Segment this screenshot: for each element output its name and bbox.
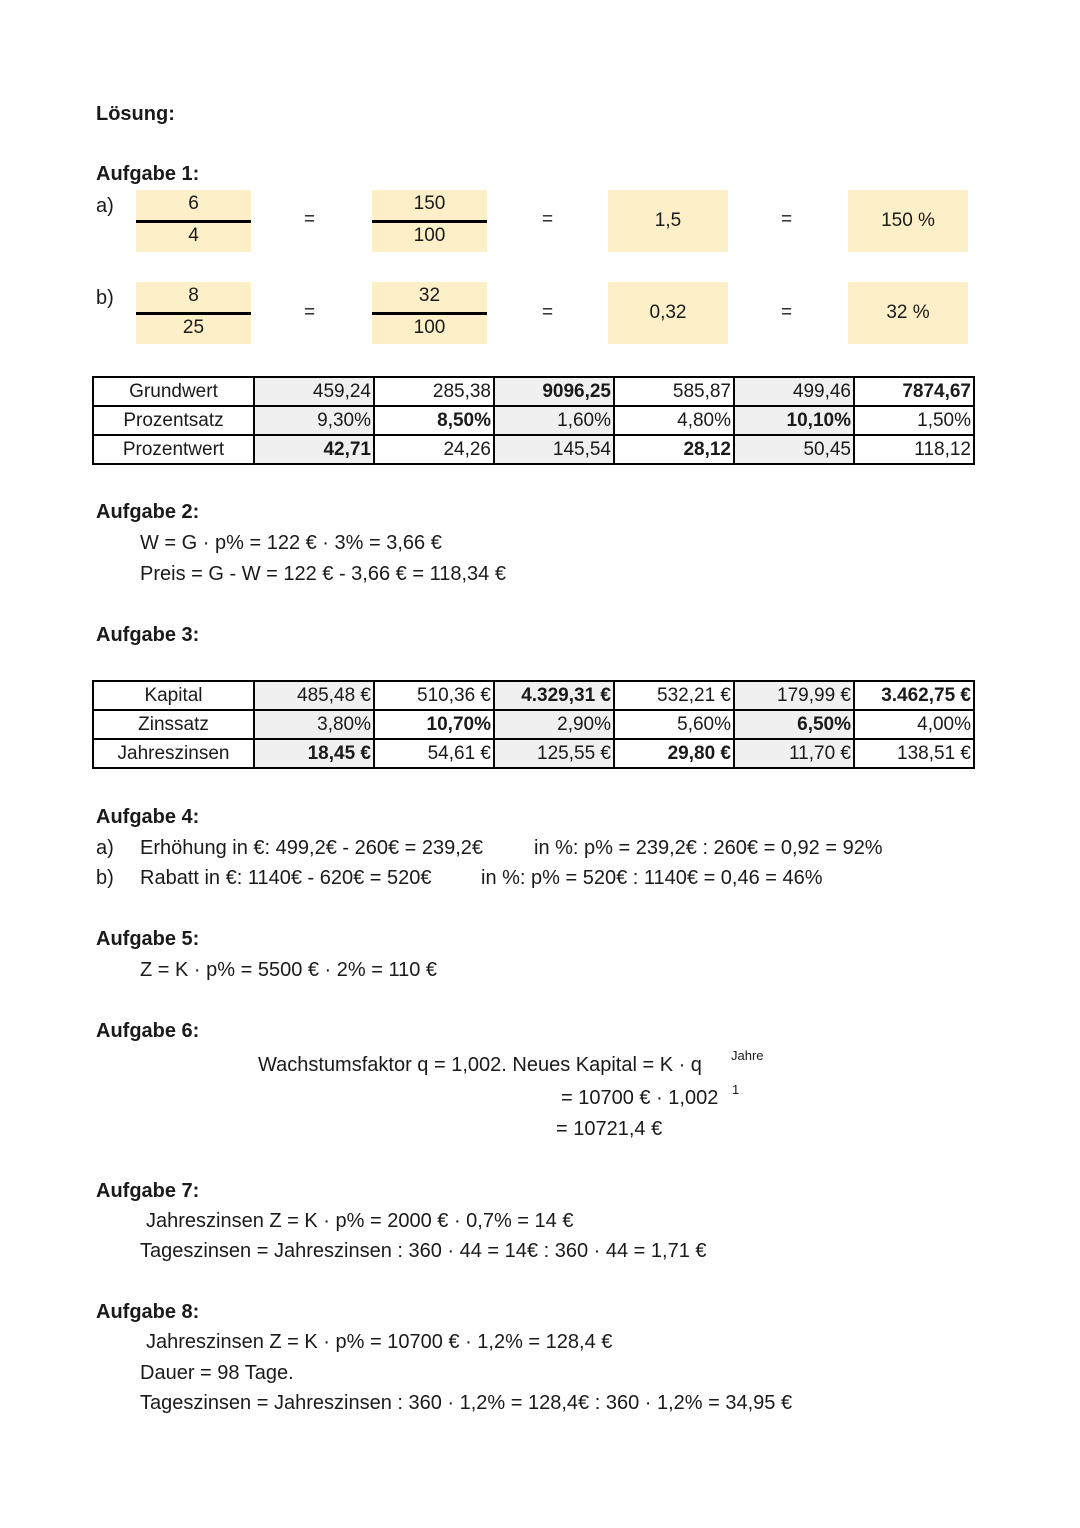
percent-table	[92, 376, 975, 465]
aufgabe-7-line-2: Tageszinsen = Jahreszinsen : 360 · 44 = 14€ : 360 · 44 = 1,71 €	[140, 1240, 707, 1262]
numerator: 150	[413, 193, 446, 214]
table-cell: 1,60%	[494, 406, 614, 435]
row-label: Grundwert	[93, 377, 254, 406]
table-cell: 5,60%	[614, 710, 734, 739]
table-row	[93, 681, 974, 710]
numerator: 8	[188, 285, 199, 306]
aufgabe-4-title: Aufgabe 4:	[96, 806, 200, 828]
table-cell: 585,87	[614, 377, 734, 406]
equals-sign: =	[781, 302, 793, 323]
table-cell: 459,24	[254, 377, 374, 406]
table-cell: 10,70%	[374, 710, 494, 739]
equals-sign: =	[542, 209, 554, 230]
table-cell: 42,71	[254, 435, 374, 464]
fraction-bar	[136, 220, 251, 223]
denominator: 4	[188, 225, 199, 246]
table-cell: 3,80%	[254, 710, 374, 739]
aufgabe-4-b-label: b)	[96, 867, 114, 889]
table-row	[93, 739, 974, 768]
aufgabe-8-line-1: Jahreszinsen Z = K · p% = 10700 € · 1,2% = 128,4 €	[146, 1331, 613, 1353]
aufgabe-7-title: Aufgabe 7:	[96, 1180, 200, 1202]
table-cell: 6,50%	[734, 710, 854, 739]
table-cell: 29,80 €	[614, 739, 734, 768]
table-cell: 532,21 €	[614, 681, 734, 710]
interest-table	[92, 680, 975, 769]
table-cell: 3.462,75 €	[854, 681, 974, 710]
numerator: 32	[418, 285, 441, 306]
table-cell: 8,50%	[374, 406, 494, 435]
table-cell: 4,00%	[854, 710, 974, 739]
aufgabe-4-b-left: Rabatt in €: 1140€ - 620€ = 520€	[140, 867, 432, 889]
table-cell: 499,46	[734, 377, 854, 406]
table-cell: 50,45	[734, 435, 854, 464]
table-cell: 9096,25	[494, 377, 614, 406]
row-label: Prozentwert	[93, 435, 254, 464]
row-label: Zinssatz	[93, 710, 254, 739]
aufgabe-2-line-2: Preis = G - W = 122 € - 3,66 € = 118,34 €	[140, 563, 506, 585]
aufgabe-6-line-1: Wachstumsfaktor q = 1,002. Neues Kapital = K · q	[258, 1054, 702, 1076]
row-b-label: b)	[96, 287, 114, 309]
aufgabe-3-title: Aufgabe 3:	[96, 624, 200, 646]
row-label: Kapital	[93, 681, 254, 710]
aufgabe-4-a-right: in %: p% = 239,2€ : 260€ = 0,92 = 92%	[534, 837, 883, 859]
table-cell: 285,38	[374, 377, 494, 406]
row-a-label: a)	[96, 195, 114, 217]
table-cell: 145,54	[494, 435, 614, 464]
aufgabe-4-a-left: Erhöhung in €: 499,2€ - 260€ = 239,2€	[140, 837, 484, 859]
decimal-box-b: 0,32	[608, 282, 728, 344]
table-cell: 179,99 €	[734, 681, 854, 710]
decimal-box-a: 1,5	[608, 190, 728, 252]
aufgabe-2-line-1: W = G · p% = 122 € · 3% = 3,66 €	[140, 532, 442, 554]
fraction-bar	[372, 312, 487, 315]
aufgabe-2-title: Aufgabe 2:	[96, 501, 200, 523]
equals-sign: =	[304, 302, 316, 323]
table-cell: 4,80%	[614, 406, 734, 435]
percent-box-a: 150 %	[848, 190, 968, 252]
equals-sign: =	[781, 209, 793, 230]
denominator: 100	[413, 225, 446, 246]
aufgabe-5-line-1: Z = K · p% = 5500 € · 2% = 110 €	[140, 959, 438, 981]
aufgabe-8-line-2: Dauer = 98 Tage.	[140, 1362, 294, 1384]
aufgabe-4-a-label: a)	[96, 837, 114, 859]
table-cell: 11,70 €	[734, 739, 854, 768]
table-row	[93, 435, 974, 464]
aufgabe-8-title: Aufgabe 8:	[96, 1301, 200, 1323]
aufgabe-1-title: Aufgabe 1:	[96, 163, 200, 185]
fraction-bar	[136, 312, 251, 315]
table-cell: 54,61 €	[374, 739, 494, 768]
row-label: Jahreszinsen	[93, 739, 254, 768]
fraction-b-2	[372, 282, 487, 344]
table-cell: 2,90%	[494, 710, 614, 739]
table-cell: 7874,67	[854, 377, 974, 406]
numerator: 6	[188, 193, 199, 214]
aufgabe-7-line-1: Jahreszinsen Z = K · p% = 2000 € · 0,7% = 14 €	[146, 1210, 574, 1232]
fraction-bar	[372, 220, 487, 223]
aufgabe-6-title: Aufgabe 6:	[96, 1020, 200, 1042]
table-cell: 125,55 €	[494, 739, 614, 768]
page-title: Lösung:	[96, 103, 175, 125]
table-cell: 138,51 €	[854, 739, 974, 768]
table-cell: 10,10%	[734, 406, 854, 435]
table-row	[93, 710, 974, 739]
aufgabe-4-b-right: in %: p% = 520€ : 1140€ = 0,46 = 46%	[481, 867, 823, 889]
table-cell: 9,30%	[254, 406, 374, 435]
table-cell: 485,48 €	[254, 681, 374, 710]
aufgabe-8-line-3: Tageszinsen = Jahreszinsen : 360 · 1,2% = 128,4€ : 360 · 1,2% = 34,95 €	[140, 1392, 793, 1414]
denominator: 25	[182, 317, 205, 338]
table-cell: 4.329,31 €	[494, 681, 614, 710]
fraction-b-1	[136, 282, 251, 344]
table-cell: 1,50%	[854, 406, 974, 435]
aufgabe-5-title: Aufgabe 5:	[96, 928, 200, 950]
aufgabe-6-line-2: = 10700 € · 1,002	[561, 1087, 719, 1109]
table-cell: 510,36 €	[374, 681, 494, 710]
exponent-jahre: Jahre	[731, 1048, 764, 1063]
table-cell: 18,45 €	[254, 739, 374, 768]
table-row	[93, 406, 974, 435]
row-label: Prozentsatz	[93, 406, 254, 435]
table-cell: 28,12	[614, 435, 734, 464]
equals-sign: =	[542, 302, 554, 323]
equals-sign: =	[304, 209, 316, 230]
percent-box-b: 32 %	[848, 282, 968, 344]
exponent-one: 1	[732, 1082, 740, 1097]
aufgabe-6-line-3: = 10721,4 €	[556, 1118, 663, 1140]
table-row	[93, 377, 974, 406]
table-cell: 118,12	[854, 435, 974, 464]
denominator: 100	[413, 317, 446, 338]
fraction-a-1	[136, 190, 251, 252]
fraction-a-2	[372, 190, 487, 252]
table-cell: 24,26	[374, 435, 494, 464]
